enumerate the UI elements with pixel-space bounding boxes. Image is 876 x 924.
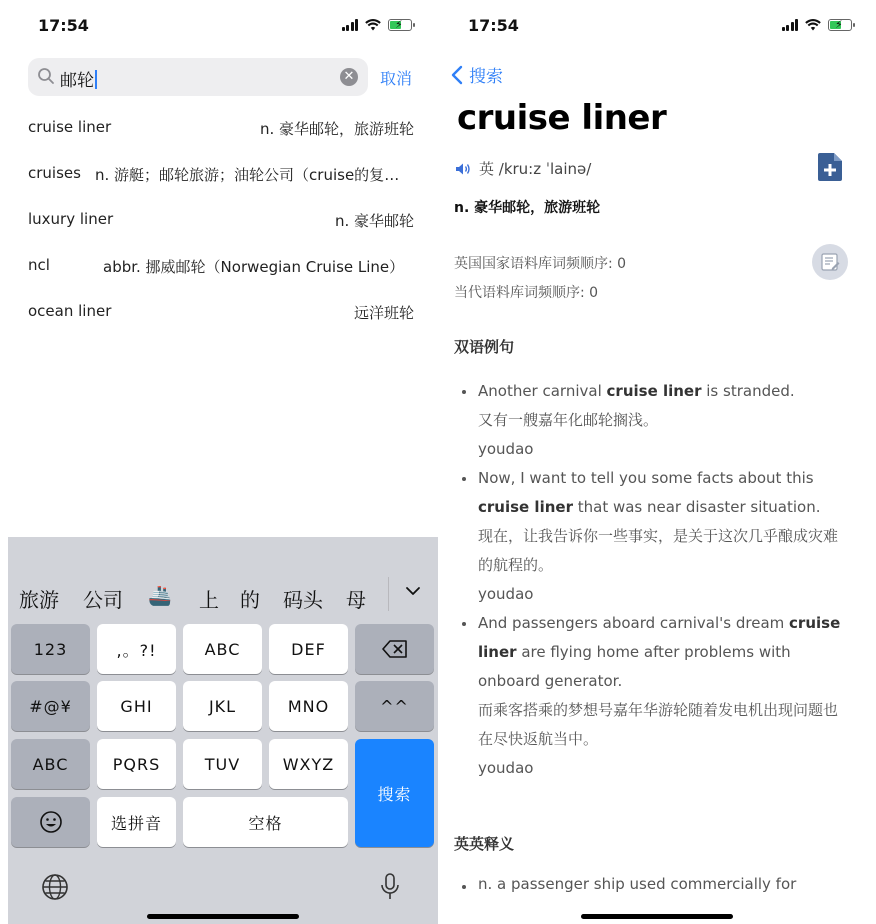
candidate-word[interactable]: 的 xyxy=(240,588,260,612)
key-abc[interactable]: ABC xyxy=(183,624,262,674)
search-key[interactable]: 搜索 xyxy=(355,739,434,847)
example-chinese: 而乘客搭乘的梦想号嘉年华游轮随着发电机出现问题也在尽快返航当中。 xyxy=(478,701,839,748)
speaker-icon[interactable] xyxy=(455,162,471,176)
english-definition: n. a passenger ship used commercially for xyxy=(478,875,797,893)
candidate-divider xyxy=(388,577,389,611)
key-emoticon[interactable]: ^^ xyxy=(355,681,434,731)
key-pinyin-select[interactable]: 选拼音 xyxy=(97,797,176,847)
clear-text-icon[interactable]: ✕ xyxy=(340,68,358,86)
chevron-left-icon xyxy=(451,65,463,85)
word-detail-screen xyxy=(438,0,876,924)
status-bar xyxy=(438,16,876,38)
coca-frequency: 当代语料库词频顺序: 0 xyxy=(454,285,599,301)
result-row[interactable] xyxy=(28,197,414,243)
cellular-signal-icon xyxy=(782,19,799,31)
bilingual-examples-heading: 双语例句 xyxy=(454,338,515,356)
emoji-key[interactable] xyxy=(11,797,90,847)
example-source: youdao xyxy=(478,440,534,458)
example-english: Now, I want to tell you some facts about this cruise liner that was near disaster situation. xyxy=(478,469,821,516)
battery-charging-icon: ⚡ xyxy=(828,19,852,31)
microphone-icon[interactable] xyxy=(380,872,400,902)
cellular-signal-icon xyxy=(342,19,359,31)
result-row[interactable] xyxy=(28,243,414,289)
search-results-list xyxy=(28,105,414,335)
candidate-word[interactable]: 母 xyxy=(346,588,366,612)
brief-definition: n. 豪华邮轮，旅游班轮 xyxy=(454,200,601,216)
english-definitions-heading: 英英释义 xyxy=(454,835,515,853)
key-pqrs[interactable]: PQRS xyxy=(97,739,176,789)
cancel-button[interactable]: 取消 xyxy=(380,69,413,88)
key-abc-switch[interactable]: ABC xyxy=(11,739,90,789)
candidate-bar xyxy=(8,537,438,621)
back-button-label: 搜索 xyxy=(469,67,503,87)
wifi-icon xyxy=(365,19,381,31)
example-chinese: 现在，让我告诉你一些事实，是关于这次几乎酿成灾难的航程的。 xyxy=(478,527,839,574)
result-word: ncl xyxy=(28,256,50,274)
keyboard-bottom-bar xyxy=(8,859,438,909)
pronunciation-row[interactable] xyxy=(455,158,591,179)
key-mno[interactable]: MNO xyxy=(269,681,348,731)
candidate-word[interactable]: 公司 xyxy=(83,588,123,612)
example-item xyxy=(478,377,850,464)
example-english: Another carnival cruise liner is stranded. xyxy=(478,382,795,400)
status-icons xyxy=(342,19,413,31)
note-button[interactable] xyxy=(812,244,848,280)
example-source: youdao xyxy=(478,585,534,603)
example-chinese: 又有一艘嘉年化邮轮搁浅。 xyxy=(478,411,659,429)
wifi-icon xyxy=(805,19,821,31)
search-icon xyxy=(37,67,55,85)
back-button[interactable] xyxy=(451,62,503,87)
result-definition: abbr. 挪威邮轮（Norwegian Cruise Line） xyxy=(103,258,405,276)
backspace-key[interactable] xyxy=(355,624,434,674)
candidate-word[interactable]: 码头 xyxy=(283,588,323,612)
add-to-wordbook-icon[interactable] xyxy=(817,152,843,182)
key-def[interactable]: DEF xyxy=(269,624,348,674)
result-row[interactable] xyxy=(28,105,414,151)
space-key[interactable]: 空格 xyxy=(183,797,348,847)
phonetic-text: 英 /kru:z ˈlainə/ xyxy=(479,160,592,178)
status-time: 17:54 xyxy=(468,16,519,35)
chevron-down-icon[interactable] xyxy=(405,585,421,597)
status-icons xyxy=(782,19,853,31)
result-word: luxury liner xyxy=(28,210,114,228)
candidate-word[interactable]: 旅游 xyxy=(19,588,59,612)
search-query-text: 邮轮 xyxy=(60,66,97,91)
key-symbols[interactable]: #@¥ xyxy=(11,681,90,731)
example-english: And passengers aboard carnival's dream cruise liner are flying home after problems with onboard generator. xyxy=(478,614,841,690)
home-indicator xyxy=(581,914,733,919)
home-indicator xyxy=(147,914,299,919)
headword-title: cruise liner xyxy=(457,98,667,138)
key-jkl[interactable]: JKL xyxy=(183,681,262,731)
text-caret xyxy=(95,70,97,89)
key-wxyz[interactable]: WXYZ xyxy=(269,739,348,789)
result-definition: 远洋班轮 xyxy=(353,304,414,322)
result-word: cruises xyxy=(28,164,81,182)
result-row[interactable] xyxy=(28,289,414,335)
result-word: cruise liner xyxy=(28,118,112,136)
result-word: ocean liner xyxy=(28,302,112,320)
search-input[interactable] xyxy=(28,58,368,96)
status-bar xyxy=(0,16,438,38)
result-definition: n. 豪华邮轮，旅游班轮 xyxy=(259,120,414,138)
ship-emoji-candidate[interactable]: 🚢 xyxy=(148,585,172,607)
example-item xyxy=(478,609,850,783)
frequency-info xyxy=(454,250,626,308)
backspace-icon xyxy=(382,640,408,658)
key-123[interactable]: 123 xyxy=(11,624,90,674)
key-ghi[interactable]: GHI xyxy=(97,681,176,731)
key-tuv[interactable]: TUV xyxy=(183,739,262,789)
status-time: 17:54 xyxy=(38,16,89,35)
example-list xyxy=(478,377,850,783)
chinese-keyboard xyxy=(8,537,438,924)
result-row[interactable] xyxy=(28,151,414,197)
candidate-word[interactable]: 上 xyxy=(199,588,219,612)
note-edit-icon xyxy=(820,252,840,272)
result-definition: n. 豪华邮轮 xyxy=(334,212,414,230)
result-definition: n. 游艇；邮轮旅游；油轮公司（cruise的复数） xyxy=(95,166,414,184)
battery-charging-icon: ⚡ xyxy=(388,19,412,31)
globe-icon[interactable] xyxy=(41,873,69,901)
example-source: youdao xyxy=(478,759,534,777)
example-item xyxy=(478,464,850,609)
smiley-icon xyxy=(39,810,63,834)
key-punctuation[interactable]: ,。?! xyxy=(97,624,176,674)
bnc-frequency: 英国国家语料库词频顺序: 0 xyxy=(454,256,627,272)
